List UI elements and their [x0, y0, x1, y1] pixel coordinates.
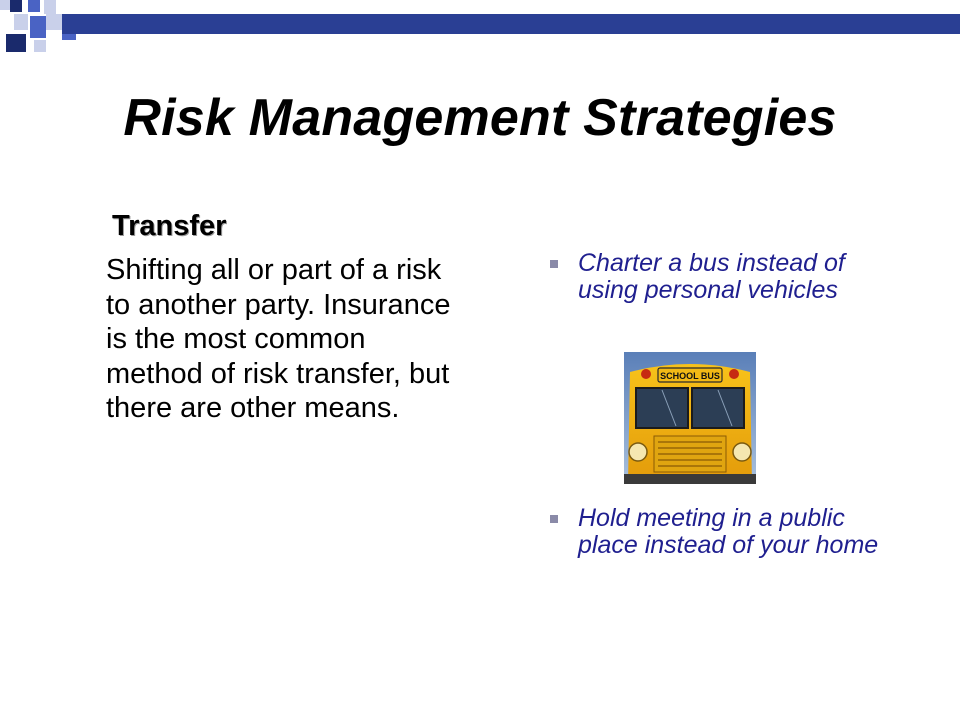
slide-title: Risk Management Strategies — [123, 89, 837, 147]
deco-square — [6, 34, 26, 52]
decorative-header — [0, 0, 960, 60]
left-column — [106, 210, 466, 426]
transfer-heading: Transfer — [112, 210, 227, 242]
deco-square — [34, 40, 46, 52]
square-bullet-icon — [550, 260, 558, 268]
deco-square — [28, 0, 40, 12]
bullet-text: Charter a bus instead of using personal vehicles — [578, 249, 845, 304]
square-bullet-icon — [550, 515, 558, 523]
deco-square — [10, 0, 22, 12]
bus-sign: SCHOOL BUS — [660, 371, 720, 381]
transfer-definition: Shifting all or part of a risk to another party. Insurance is the most common method of risk transfer, but there are other means. — [106, 254, 451, 424]
deco-square — [14, 14, 28, 30]
bullet-text: Hold meeting in a public place instead of your home — [578, 504, 879, 559]
school-bus-photo — [624, 352, 756, 484]
bullet-item — [548, 250, 908, 304]
deco-square — [44, 0, 56, 14]
bullet-item — [548, 505, 908, 559]
deco-square — [46, 14, 64, 30]
deco-square — [0, 0, 10, 10]
deco-square — [30, 16, 46, 38]
deco-bar — [62, 14, 960, 34]
